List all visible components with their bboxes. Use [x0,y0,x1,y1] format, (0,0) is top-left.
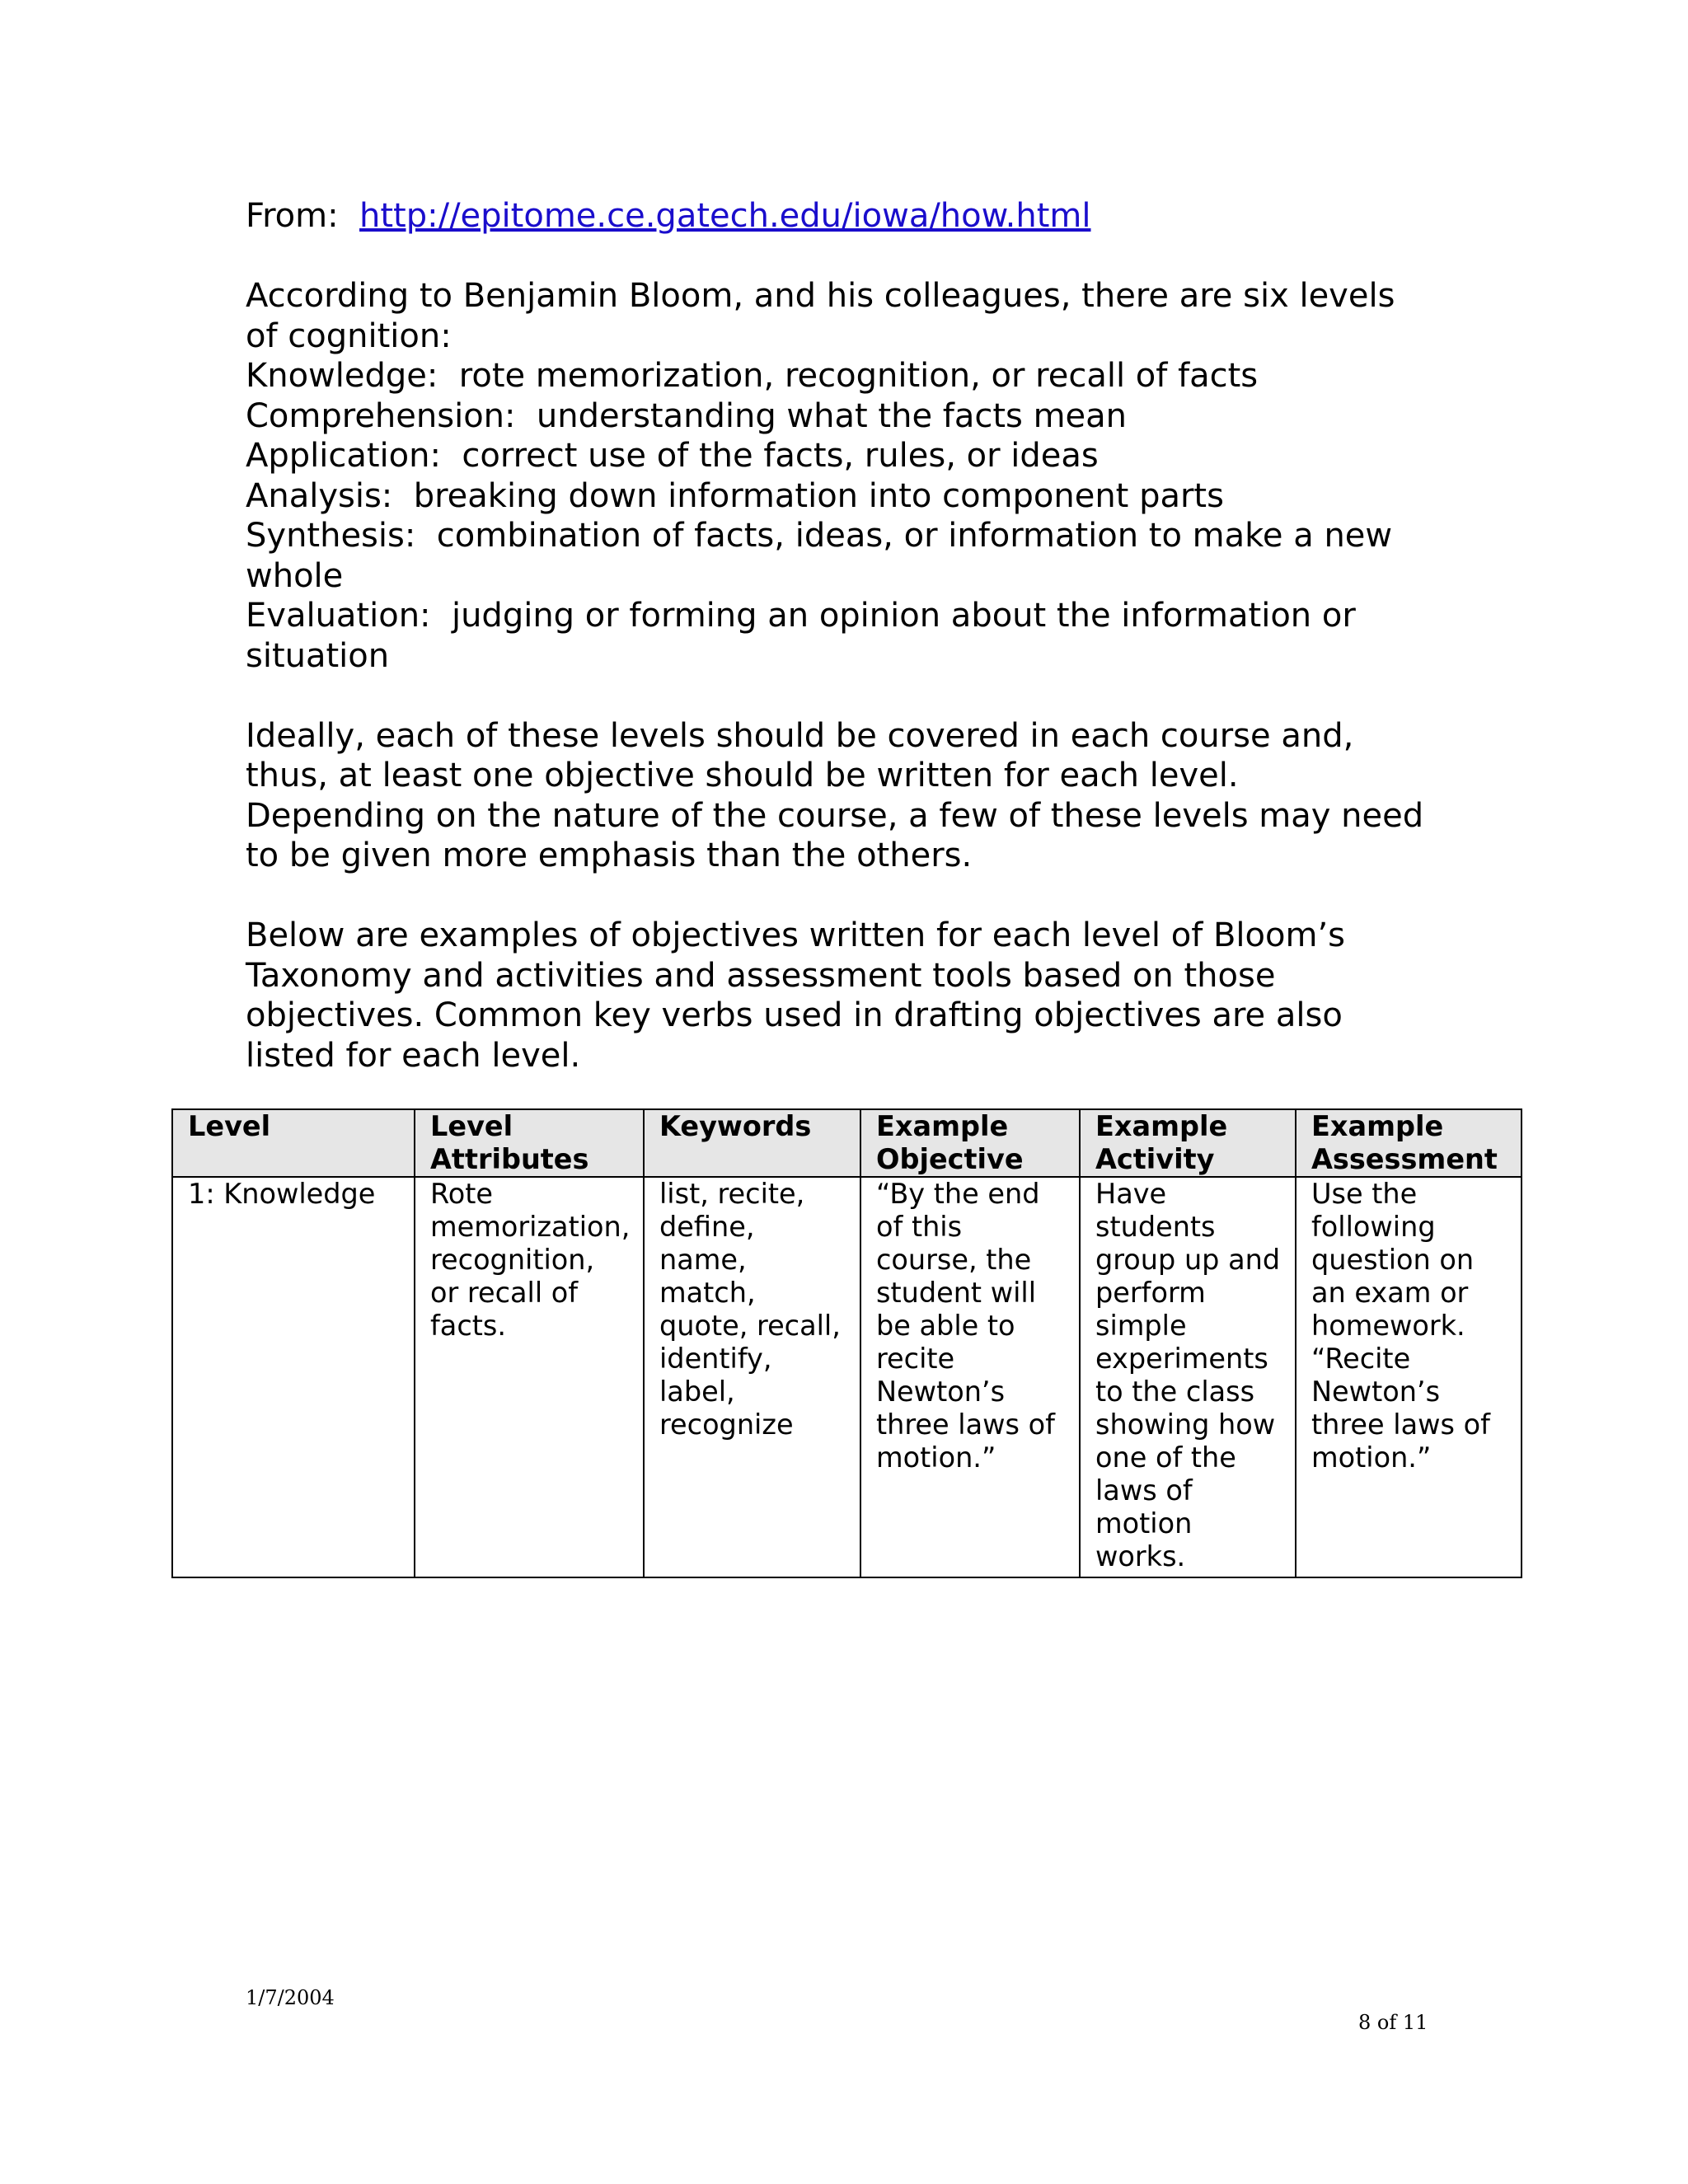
paragraph-line: Depending on the nature of the course, a few of these levels may need [246,796,1424,835]
cell-level-attributes: Rote memorization, recognition, or recall of facts. [415,1177,644,1577]
header-keywords: Keywords [644,1109,860,1177]
intro-line: of cognition: [246,316,452,355]
intro-line: situation [246,636,390,675]
paragraph-line: to be given more emphasis than the others. [246,837,973,874]
header-level-attributes: Level Attributes [415,1109,644,1177]
source-line [246,196,1449,237]
intro-line: whole [246,556,344,595]
ideally-paragraph [246,716,1449,876]
intro-paragraph [246,276,1449,676]
spacer [246,237,1449,277]
spacer [246,876,1449,916]
spacer [246,676,1449,716]
cell-example-activity: Have students group up and perform simple experiments to the class showing how one of the laws of motion works. [1080,1177,1296,1577]
intro-line: According to Benjamin Bloom, and his colleagues, there are six levels [246,277,1395,315]
header-example-objective: Example Objective [860,1109,1080,1177]
cell-keywords: list, recite, define, name, match, quote, recall, identify, label, recognize [644,1177,860,1577]
paragraph-line: thus, at least one objective should be written for each level. [246,757,1239,794]
intro-line: Analysis: breaking down information into component parts [246,476,1224,515]
footer-date: 1/7/2004 [246,1986,335,2009]
paragraph-line: objectives. Common key verbs used in drafting objectives are also [246,996,1343,1034]
header-example-activity: Example Activity [1080,1109,1296,1177]
header-example-assessment: Example Assessment [1296,1109,1522,1177]
document-body [246,196,1449,1076]
table-header-row [172,1109,1522,1177]
paragraph-line: Taxonomy and activities and assessment tools based on those [246,956,1276,995]
paragraph-line: listed for each level. [246,1036,581,1075]
paragraph-line: Below are examples of objectives written for each level of Bloom’s [246,916,1346,954]
source-link[interactable]: http://epitome.ce.gatech.edu/iowa/how.html [359,197,1091,235]
footer-page-number: 8 of 11 [1358,2011,1428,2034]
source-label: From: [246,197,339,235]
paragraph-line: Ideally, each of these levels should be covered in each course and, [246,716,1354,755]
blooms-taxonomy-table [171,1108,1522,1578]
intro-line: Knowledge: rote memorization, recognition, or recall of facts [246,357,1259,395]
intro-line: Application: correct use of the facts, rules, or ideas [246,437,1099,475]
intro-line: Synthesis: combination of facts, ideas, or information to make a new [246,517,1393,555]
cell-example-assessment: Use the following question on an exam or homework. “Recite Newton’s three laws of motion.” [1296,1177,1522,1577]
cell-example-objective: “By the end of this course, the student will be able to recite Newton’s three laws of motion.” [860,1177,1080,1577]
cell-level: 1: Knowledge [172,1177,415,1577]
table-row [172,1177,1522,1577]
header-level: Level [172,1109,415,1177]
intro-line: Comprehension: understanding what the facts mean [246,396,1128,435]
intro-line: Evaluation: judging or forming an opinion about the information or [246,597,1356,635]
examples-paragraph [246,916,1449,1076]
